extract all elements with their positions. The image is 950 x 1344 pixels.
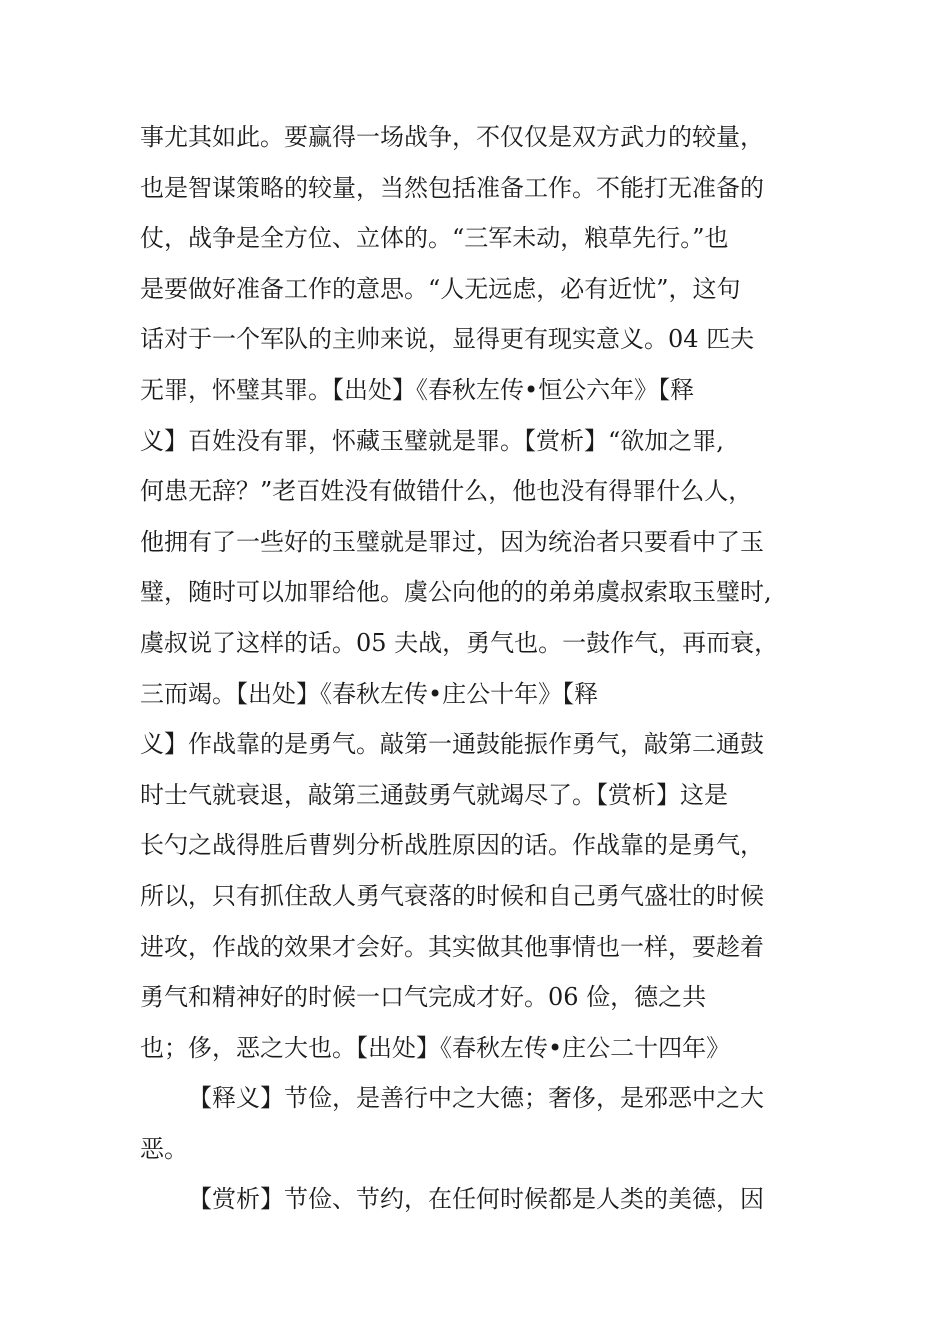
text-line: 时士气就衰退，敲第三通鼓勇气就竭尽了。【赏析】这是 — [140, 780, 728, 809]
text-line: 话对于一个军队的主帅来说，显得更有现实意义。04 匹夫 — [140, 325, 755, 354]
text-line: 勇气和精神好的时候一口气完成才好。06 俭，德之共 — [140, 983, 707, 1012]
text-line: 也是智谋策略的较量，当然包括准备工作。不能打无准备的 — [140, 173, 764, 202]
text-line: 何患无辞？”老百姓没有做错什么，他也没有得罪什么人， — [140, 477, 753, 506]
text-line: 他拥有了一些好的玉璧就是罪过，因为统治者只要看中了玉 — [140, 527, 764, 556]
text-line: 璧，随时可以加罪给他。虞公向他的的弟弟虞叔索取玉璧时, — [140, 578, 772, 607]
text-line: 进攻，作战的效果才会好。其实做其他事情也一样，要趁着 — [140, 932, 764, 961]
text-line: 所以，只有抓住敌人勇气衰落的时候和自己勇气盛壮的时候 — [140, 881, 764, 910]
text-line: 无罪，怀璧其罪。【出处】《春秋左传•恒公六年》【释 — [140, 375, 695, 404]
text-line: 恶。 — [140, 1134, 188, 1163]
text-line-indented: 【释义】节俭，是善行中之大德；奢侈，是邪恶中之大 — [188, 1084, 764, 1113]
text-line: 三而竭。【出处】《春秋左传•庄公十年》【释 — [140, 679, 599, 708]
text-line: 也；侈，恶之大也。【出处】《春秋左传•庄公二十四年》 — [140, 1033, 731, 1062]
document-body — [140, 112, 840, 1225]
text-line: 虞叔说了这样的话。05 夫战，勇气也。一鼓作气，再而衰， — [140, 628, 779, 657]
text-line: 仗，战争是全方位、立体的。“三军未动，粮草先行。”也 — [140, 224, 729, 253]
text-line: 义】百姓没有罪，怀藏玉璧就是罪。【赏析】“欲加之罪, — [140, 426, 724, 455]
text-line: 事尤其如此。要赢得一场战争，不仅仅是双方武力的较量， — [140, 123, 764, 151]
text-line: 长勺之战得胜后曹刿分析战胜原因的话。作战靠的是勇气， — [140, 831, 764, 860]
text-line-indented: 【赏析】节俭、节约，在任何时候都是人类的美德，因 — [188, 1185, 764, 1214]
text-line: 义】作战靠的是勇气。敲第一通鼓能振作勇气，敲第二通鼓 — [140, 730, 764, 759]
text-line: 是要做好准备工作的意思。“人无远虑，必有近忧”，这句 — [140, 274, 741, 303]
